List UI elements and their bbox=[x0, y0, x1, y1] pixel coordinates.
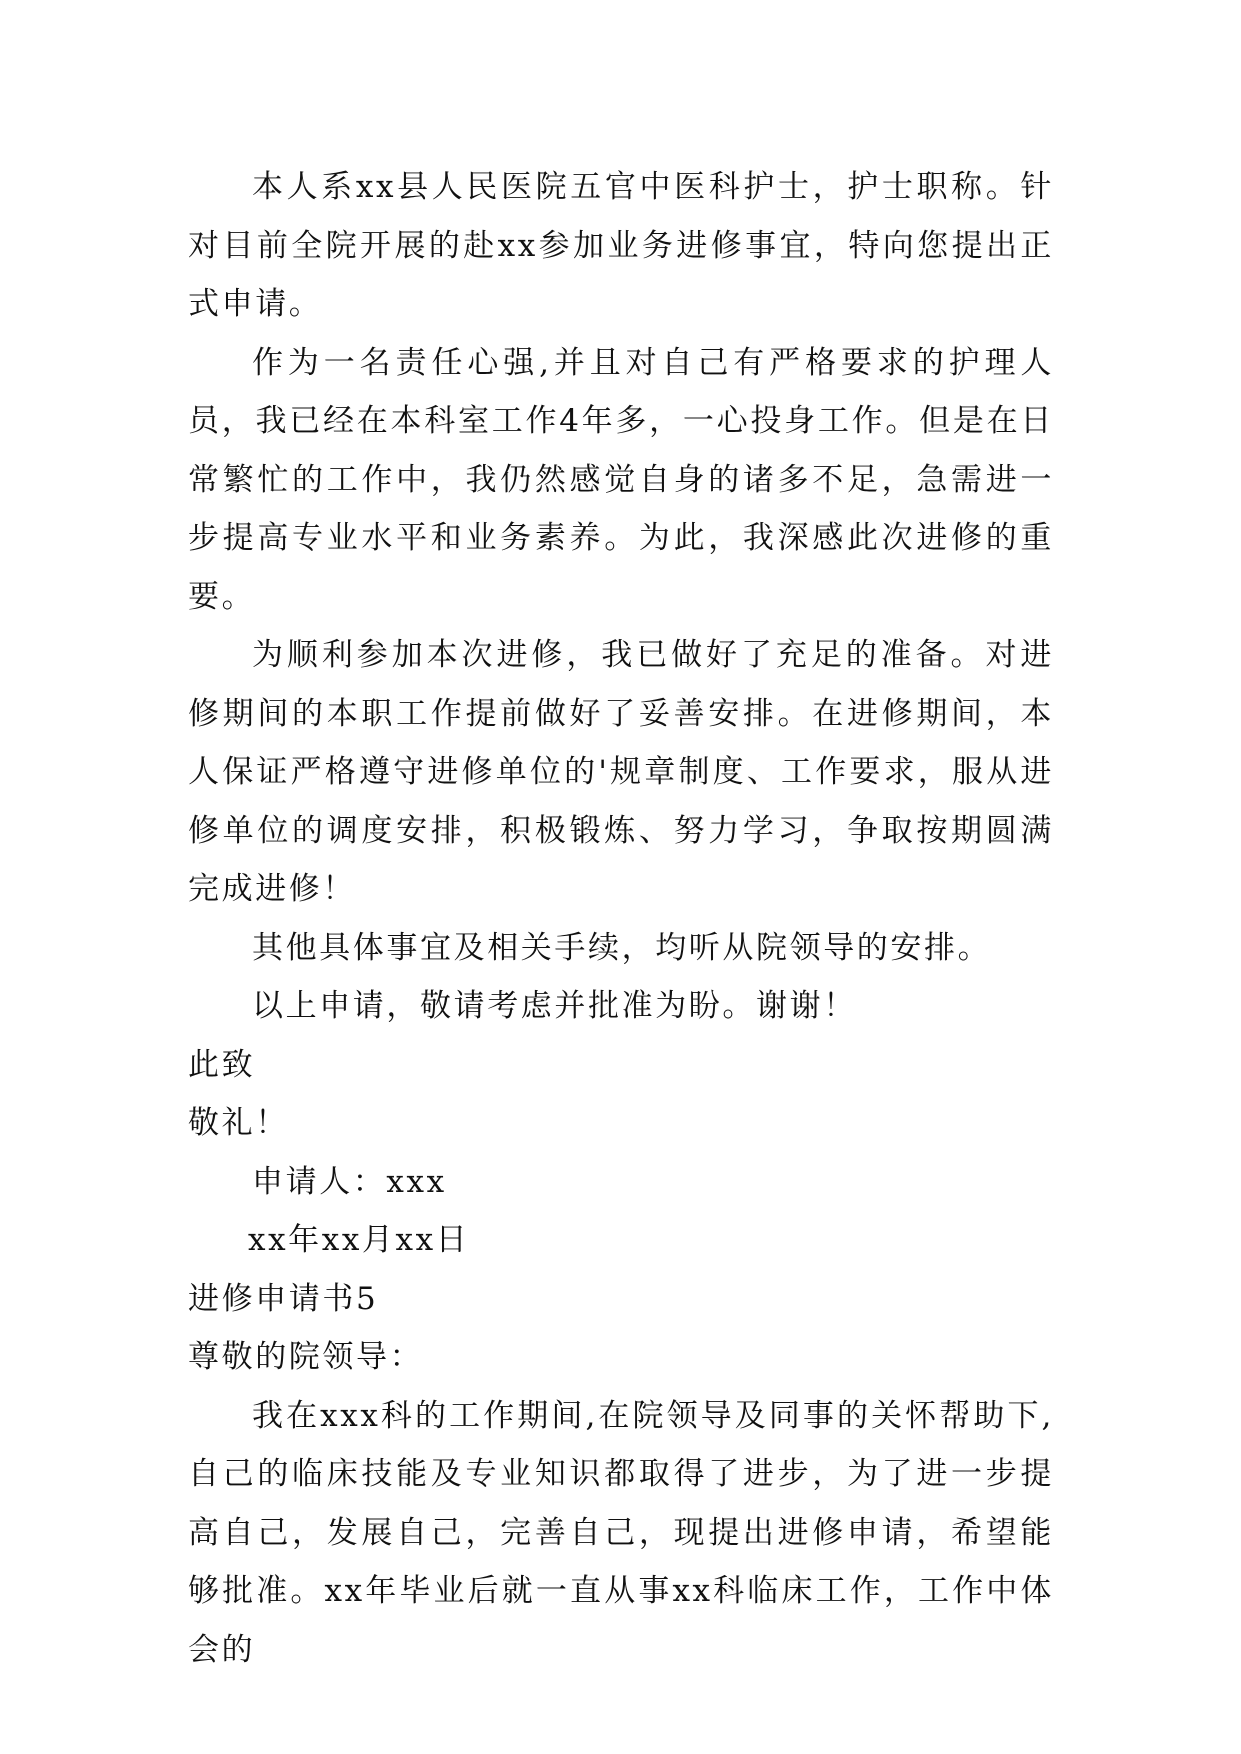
salutation: 尊敬的院领导： bbox=[188, 1339, 424, 1375]
next-section-title: 进修申请书5 bbox=[188, 1280, 379, 1317]
next-body-paragraph: 我在xxx科的工作期间,在院领导及同事的关怀帮助下,自己的临床技能及专业知识都取得了进步，为了进一步提高自己，发展自己，完善自己，现提出进修申请，希望能够批准。xx年毕业后就一直从事xx科临床工作，工作中体会的 bbox=[188, 1397, 1054, 1668]
body-paragraph-5: 以上申请，敬请考虑并批准为盼。谢谢！ bbox=[252, 988, 857, 1024]
applicant-signature: 申请人：xxx bbox=[252, 1163, 447, 1200]
document-body bbox=[188, 158, 1054, 1679]
closing-line-1: 此致 bbox=[188, 1046, 256, 1083]
body-paragraph-3: 为顺利参加本次进修，我已做好了充足的准备。对进修期间的本职工作提前做好了妥善安排。在进修期间，本人保证严格遵守进修单位的'规章制度、工作要求，服从进修单位的调度安排，积极锻炼、努力学习，争取按期圆满完成进修！ bbox=[188, 637, 1054, 907]
body-paragraph-1: 本人系xx县人民医院五官中医科护士，护士职称。针对目前全院开展的赴xx参加业务进修事宜，特向您提出正式申请。 bbox=[188, 169, 1054, 322]
body-paragraph-2: 作为一名责任心强,并且对自己有严格要求的护理人员，我已经在本科室工作4年多，一心投身工作。但是在日常繁忙的工作中，我仍然感觉自身的诸多不足，急需进一步提高专业水平和业务素养。为此，我深感此次进修的重要。 bbox=[188, 344, 1054, 615]
body-paragraph-4: 其他具体事宜及相关手续，均听从院领导的安排。 bbox=[252, 929, 992, 966]
closing-line-2: 敬礼！ bbox=[188, 1105, 289, 1141]
application-date: xx年xx月xx日 bbox=[248, 1222, 470, 1258]
